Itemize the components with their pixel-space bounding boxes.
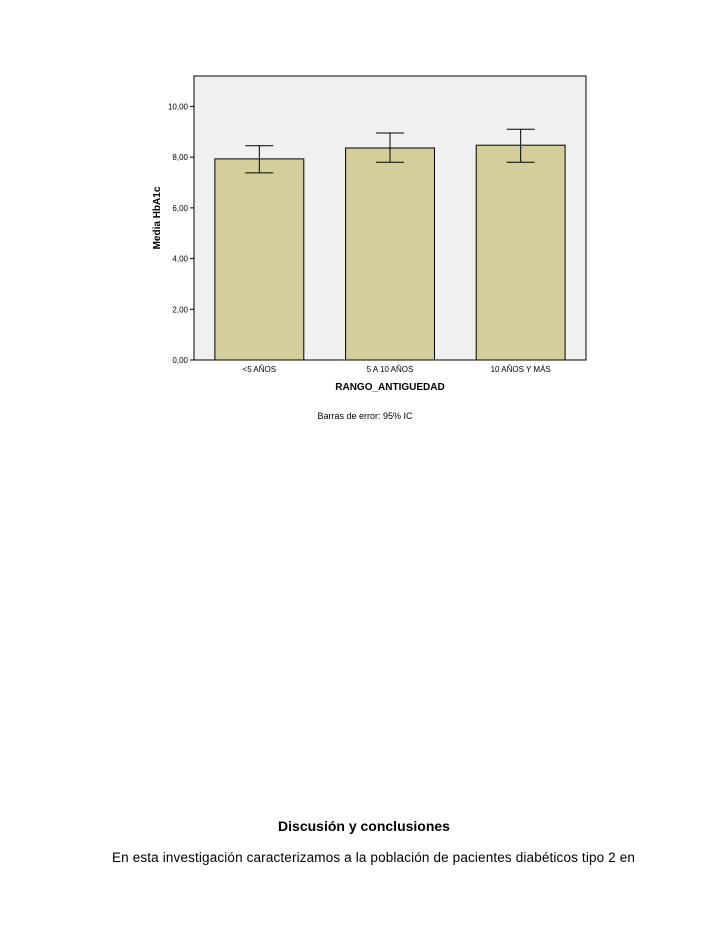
bar-chart — [0, 0, 728, 440]
bar-1 — [346, 148, 435, 360]
x-axis-title: RANGO_ANTIGUEDAD — [335, 382, 445, 393]
y-tick-label-0: 0,00 — [172, 356, 188, 365]
section-heading: Discusión y conclusiones — [278, 818, 450, 834]
bar-0 — [215, 159, 304, 360]
y-tick-label-4: 8,00 — [172, 153, 188, 163]
error-bar-note: Barras de error: 95% IC — [317, 411, 413, 421]
x-tick-label-1: 5 A 10 AÑOS — [366, 365, 414, 374]
y-tick-label-1: 2,00 — [172, 305, 188, 315]
x-tick-label-2: 10 AÑOS Y MÁS — [490, 365, 551, 374]
y-tick-label-5: 10,00 — [167, 102, 188, 112]
x-tick-label-0: <5 AÑOS — [242, 365, 277, 374]
y-axis-title: Media HbA1c — [152, 186, 163, 250]
y-tick-label-2: 4,00 — [172, 254, 188, 264]
body-paragraph: En esta investigación caracterizamos a la población de pacientes diabéticos tipo 2 en — [112, 850, 636, 865]
bar-2 — [476, 145, 565, 360]
y-tick-label-3: 6,00 — [172, 203, 188, 213]
